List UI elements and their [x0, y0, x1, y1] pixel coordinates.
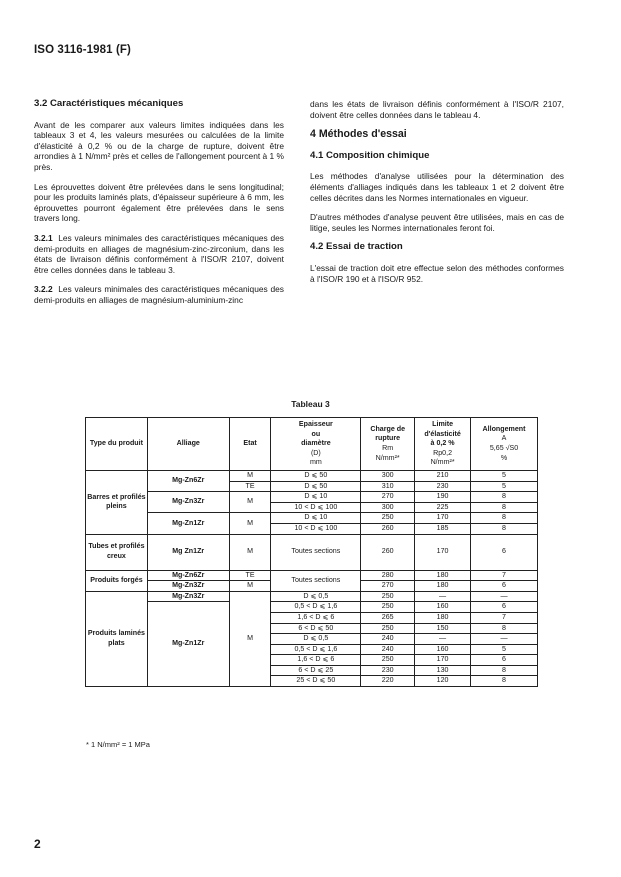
state-cell: M — [229, 513, 271, 534]
dimension-cell: D ⩽ 0,5 — [271, 591, 361, 602]
dimension-cell: 10 < D ⩽ 100 — [271, 502, 361, 513]
rm-cell: 250 — [361, 602, 415, 613]
rm-cell: 240 — [361, 644, 415, 655]
rm-cell: 240 — [361, 634, 415, 645]
elongation-cell: 8 — [471, 665, 538, 676]
elongation-cell: 7 — [471, 570, 538, 581]
elongation-cell: 8 — [471, 623, 538, 634]
rp-cell: 170 — [415, 655, 471, 666]
state-cell: M — [229, 534, 271, 570]
product-type-cell: Barres et profilés pleins — [86, 470, 148, 534]
table-row — [86, 492, 538, 503]
elongation-cell: 6 — [471, 581, 538, 592]
elongation-cell: 6 — [471, 534, 538, 570]
rm-cell: 230 — [361, 665, 415, 676]
alloy-cell: Mg-Zn1Zr — [147, 513, 229, 534]
paragraph-specimens: Les éprouvettes doivent être prélevées dans le sens longitudinal; pour les produits laminés plats, d'épaisseur supérieure à 6 mm, les éprouvettes pourront également être prélevées dans le sens travers long. — [34, 181, 284, 224]
state-cell: TE — [229, 570, 271, 581]
rp-cell: 120 — [415, 676, 471, 687]
rp-cell: 150 — [415, 623, 471, 634]
paragraph-other-methods: D'autres méthodes d'analyse peuvent être utilisées, mais en cas de litige, seules les Normes internationales feront foi. — [310, 212, 564, 233]
section-3-2-heading: 3.2 Caractéristiques mécaniques — [34, 98, 184, 109]
elongation-cell: 5 — [471, 644, 538, 655]
elongation-cell: 8 — [471, 523, 538, 534]
elongation-cell: 5 — [471, 470, 538, 481]
table-row — [86, 602, 538, 613]
rm-cell: 260 — [361, 534, 415, 570]
alloy-cell: Mg-Zn3Zr — [147, 492, 229, 513]
page-number: 2 — [34, 837, 41, 851]
rm-cell: 220 — [361, 676, 415, 687]
header-yield-strength: Limite d'élasticité à 0,2 % Rp0,2 N/mm²* — [415, 418, 471, 471]
table-row — [86, 513, 538, 524]
state-cell: M — [229, 581, 271, 592]
rp-cell: 225 — [415, 502, 471, 513]
alloy-cell: Mg-Zn6Zr — [147, 470, 229, 491]
rm-cell: 310 — [361, 481, 415, 492]
elongation-cell: — — [471, 634, 538, 645]
rm-cell: 250 — [361, 655, 415, 666]
dimension-cell: D ⩽ 0,5 — [271, 634, 361, 645]
alloy-cell: Mg Zn1Zr — [147, 534, 229, 570]
rm-cell: 280 — [361, 570, 415, 581]
header-thickness: Epaisseur ou diamètre (D) mm — [271, 418, 361, 471]
rp-cell: 180 — [415, 581, 471, 592]
header-state: Etat — [229, 418, 271, 471]
rp-cell: 160 — [415, 602, 471, 613]
section-4-2-heading: 4.2 Essai de traction — [310, 241, 403, 253]
dimension-cell: 0,5 < D ⩽ 1,6 — [271, 644, 361, 655]
rp-cell: 130 — [415, 665, 471, 676]
header-elongation: Allongement A 5,65 √S0 % — [471, 418, 538, 471]
state-cell: M — [229, 591, 271, 686]
rp-cell: 190 — [415, 492, 471, 503]
dimension-cell: 6 < D ⩽ 25 — [271, 665, 361, 676]
paragraph-3-2-1 — [34, 233, 284, 275]
rm-cell: 265 — [361, 612, 415, 623]
dimension-cell: 1,6 < D ⩽ 6 — [271, 612, 361, 623]
state-cell: M — [229, 470, 271, 481]
rm-cell: 300 — [361, 470, 415, 481]
paragraph-analysis-methods: Les méthodes d'analyse utilisées pour la détermination des éléments d'alliages indiqués dans les tableaux 1 et 2 doivent être celles décrites dans les Normes internationales en vigueur. — [310, 171, 564, 203]
alloy-cell: Mg-Zn6Zr — [147, 570, 229, 581]
elongation-cell: 8 — [471, 502, 538, 513]
paragraph-3-2-2 — [34, 284, 284, 305]
dimension-cell: 1,6 < D ⩽ 6 — [271, 655, 361, 666]
mechanical-properties-table — [85, 417, 538, 687]
rp-cell: 170 — [415, 513, 471, 524]
rp-cell: 180 — [415, 612, 471, 623]
rm-cell: 250 — [361, 591, 415, 602]
section-4-heading: 4 Méthodes d'essai — [310, 128, 407, 141]
rp-cell: — — [415, 591, 471, 602]
elongation-cell: 5 — [471, 481, 538, 492]
elongation-cell: 6 — [471, 602, 538, 613]
table-row — [86, 570, 538, 581]
dimension-cell: D ⩽ 10 — [271, 492, 361, 503]
rp-cell: 230 — [415, 481, 471, 492]
elongation-cell: 6 — [471, 655, 538, 666]
elongation-cell: — — [471, 591, 538, 602]
table-header-row — [86, 418, 538, 471]
product-type-cell: Produits forgés — [86, 570, 148, 591]
clause-number: 3.2.2 — [34, 284, 53, 295]
right-column — [310, 99, 564, 293]
rp-cell: 180 — [415, 570, 471, 581]
dimension-cell: Toutes sections — [271, 570, 361, 591]
dimension-cell: 0,5 < D ⩽ 1,6 — [271, 602, 361, 613]
dimension-cell: D ⩽ 50 — [271, 470, 361, 481]
rp-cell: — — [415, 634, 471, 645]
left-column — [34, 99, 284, 315]
alloy-cell: Mg-Zn3Zr — [147, 581, 229, 592]
header-type: Type du produit — [86, 418, 148, 471]
paragraph-tensile-test: L'essai de traction doit etre effectue selon des méthodes conformes à l'ISO/R 190 et à l'ISO/R 952. — [310, 262, 564, 284]
elongation-cell: 8 — [471, 513, 538, 524]
rp-cell: 160 — [415, 644, 471, 655]
dimension-cell: 25 < D ⩽ 50 — [271, 676, 361, 687]
header-tensile-strength: Charge de rupture Rm N/mm²* — [361, 418, 415, 471]
elongation-cell: 8 — [471, 676, 538, 687]
paragraph-rounding: Avant de les comparer aux valeurs limites indiquées dans les tableaux 3 et 4, les valeurs mesurées ou calculées de la limite d'élasticité à 0,2 % ou de la charge de rupture, doivent être arrondies à 1 N/mm² près et celles de l'allongement pourcent à 1 % près. — [34, 119, 284, 172]
dimension-cell: 10 < D ⩽ 100 — [271, 523, 361, 534]
document-header: ISO 3116-1981 (F) — [34, 44, 131, 56]
rp-cell: 170 — [415, 534, 471, 570]
paragraph-continuation: dans les états de livraison définis conformément à l'ISO/R 2107, doivent être celles données dans le tableau 4. — [310, 99, 564, 120]
rp-cell: 210 — [415, 470, 471, 481]
rm-cell: 270 — [361, 492, 415, 503]
alloy-cell: Mg-Zn3Zr — [147, 591, 229, 602]
product-type-cell: Tubes et profilés creux — [86, 534, 148, 570]
dimension-cell: D ⩽ 50 — [271, 481, 361, 492]
header-alloy: Alliage — [147, 418, 229, 471]
section-4-1-heading: 4.1 Composition chimique — [310, 149, 430, 161]
table-title: Tableau 3 — [291, 399, 330, 409]
dimension-cell: D ⩽ 10 — [271, 513, 361, 524]
rm-cell: 260 — [361, 523, 415, 534]
table-footnote: * 1 N/mm² = 1 MPa — [86, 740, 150, 749]
rm-cell: 250 — [361, 513, 415, 524]
dimension-cell: Toutes sections — [271, 534, 361, 570]
table-row — [86, 591, 538, 602]
elongation-cell: 8 — [471, 492, 538, 503]
rm-cell: 250 — [361, 623, 415, 634]
clause-number: 3.2.1 — [34, 232, 53, 243]
rm-cell: 270 — [361, 581, 415, 592]
clause-text: Les valeurs minimales des caractéristiques mécaniques des demi-produits en alliages de magnésium-aluminium-zinc — [34, 284, 284, 305]
dimension-cell: 6 < D ⩽ 50 — [271, 623, 361, 634]
table-row — [86, 470, 538, 481]
alloy-cell: Mg-Zn1Zr — [147, 602, 229, 687]
rp-cell: 185 — [415, 523, 471, 534]
state-cell: M — [229, 492, 271, 513]
state-cell: TE — [229, 481, 271, 492]
elongation-cell: 7 — [471, 612, 538, 623]
product-type-cell: Produits laminés plats — [86, 591, 148, 686]
clause-text: Les valeurs minimales des caractéristiques mécaniques des demi-produits en alliages de magnésium-zinc-zirconium, dans les états de livraison définis conformément à l'ISO/R 2107, doivent être celles données dans le tableau 3. — [34, 232, 284, 275]
table-row — [86, 534, 538, 570]
rm-cell: 300 — [361, 502, 415, 513]
